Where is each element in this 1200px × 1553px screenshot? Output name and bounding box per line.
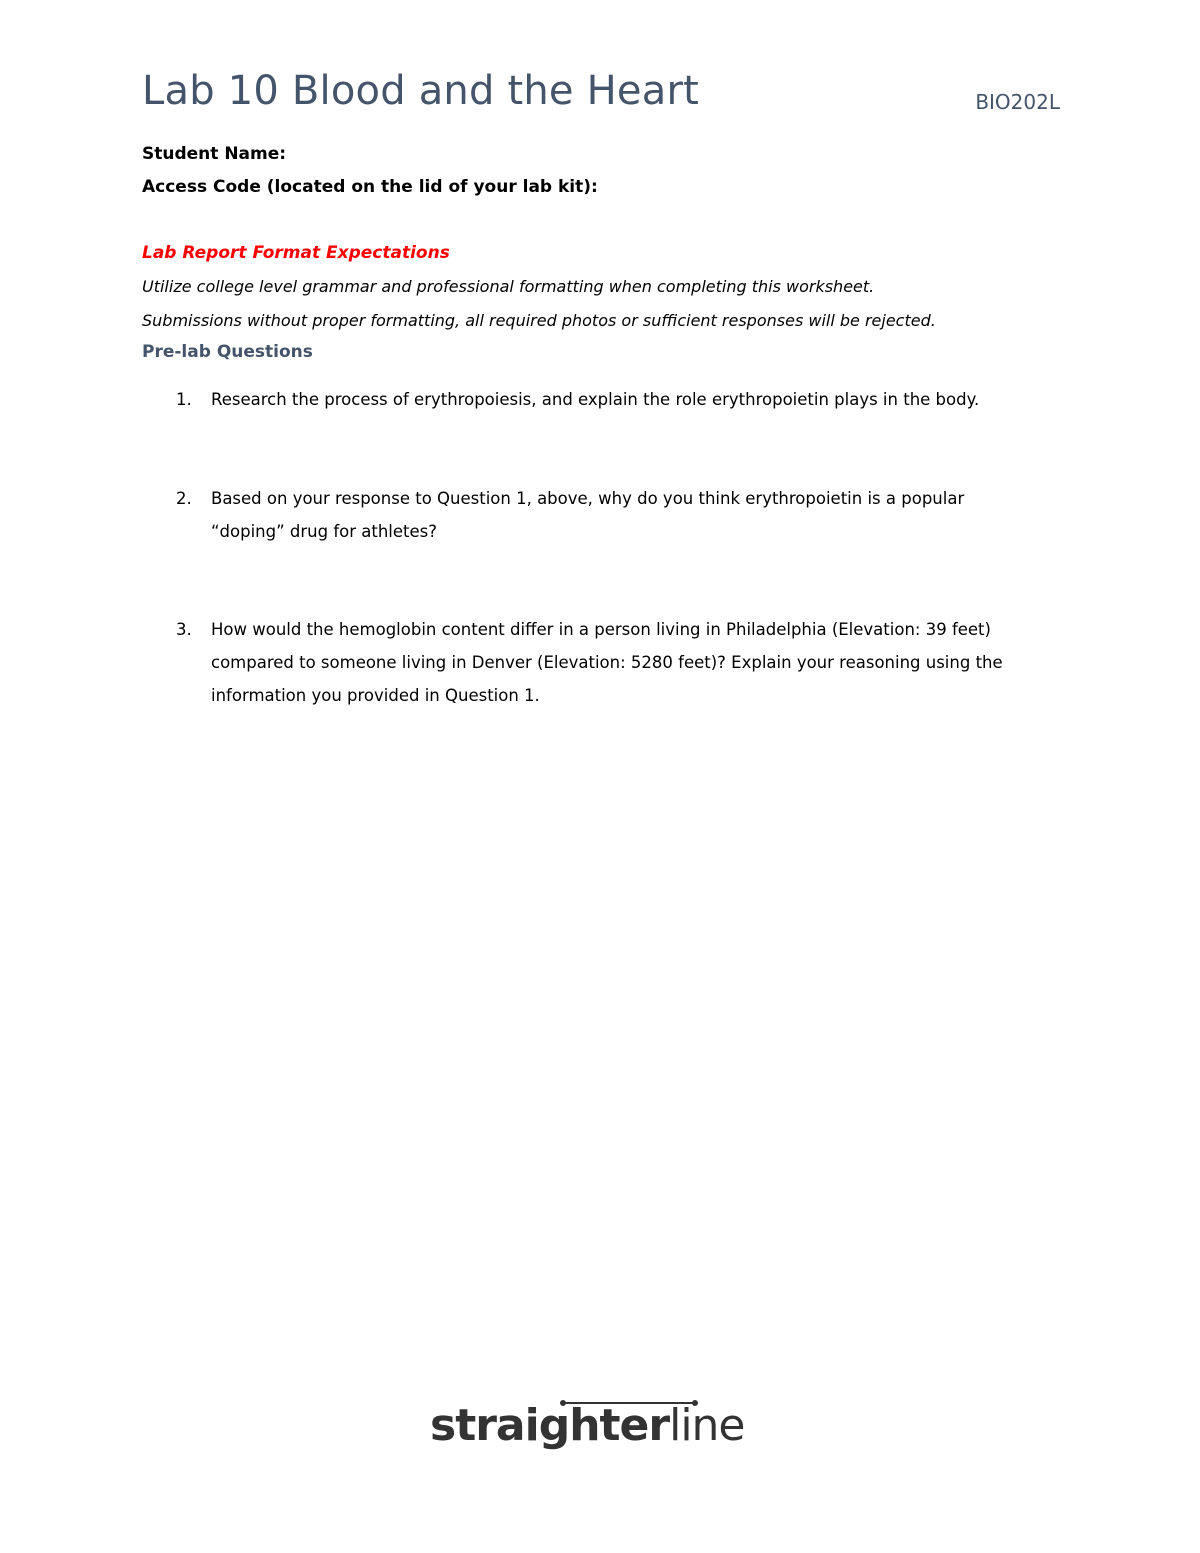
- prelab-heading: Pre-lab Questions: [142, 342, 313, 362]
- logo-text-light: line: [669, 1400, 745, 1451]
- course-code: BIO202L: [975, 90, 1060, 114]
- question-item: [176, 482, 1056, 548]
- question-text: Based on your response to Question 1, above, why do you think erythropoietin is a popular “doping” drug for athletes?: [211, 489, 965, 541]
- question-number: 3.: [176, 620, 192, 639]
- document-header: [142, 68, 1060, 128]
- straighterline-logo: [430, 1392, 760, 1462]
- question-item: [176, 383, 1056, 416]
- question-number: 2.: [176, 489, 192, 508]
- student-name-label: Student Name:: [142, 144, 287, 164]
- access-code-label: Access Code (located on the lid of your lab kit):: [142, 177, 598, 197]
- logo-wordmark: [430, 1400, 745, 1451]
- question-text: How would the hemoglobin content differ in a person living in Philadelphia (Elevation: 39 feet) compared to someone living in Denver (Elevation: 5280 feet)? Explain your reasoning using the information you provided in Question 1.: [211, 620, 1003, 705]
- format-expectation-line: Submissions without proper formatting, all required photos or sufficient responses will be rejected.: [142, 311, 936, 330]
- format-expectations-heading: Lab Report Format Expectations: [142, 243, 450, 263]
- document-title: Lab 10 Blood and the Heart: [142, 68, 699, 114]
- question-number: 1.: [176, 390, 192, 409]
- question-item: [176, 613, 1056, 712]
- logo-text-bold: straighter: [430, 1400, 670, 1451]
- format-expectation-line: Utilize college level grammar and professional formatting when completing this worksheet.: [142, 277, 875, 296]
- question-text: Research the process of erythropoiesis, and explain the role erythropoietin plays in the body.: [211, 390, 980, 409]
